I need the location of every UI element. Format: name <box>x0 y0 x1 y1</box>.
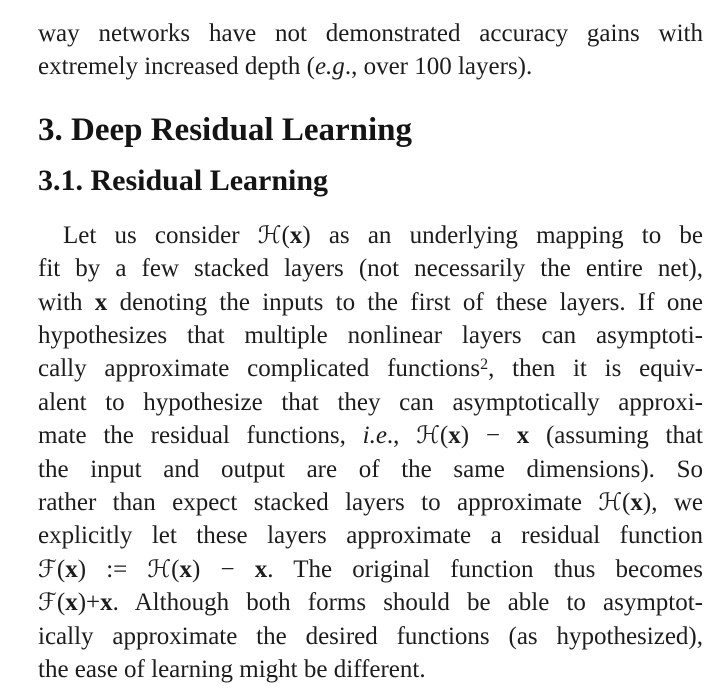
text-line <box>38 386 703 419</box>
text-segment: alent to hypothesize that they can asymptotically approxi- <box>38 388 703 416</box>
text-segment: ) − <box>191 555 255 583</box>
text-line <box>38 352 703 385</box>
text-segment: x <box>94 288 108 316</box>
text-line <box>38 453 703 486</box>
text-segment: x <box>630 489 643 517</box>
section-heading: 3. Deep Residual Learning <box>38 111 413 148</box>
text-segment: )+ <box>77 589 101 617</box>
text-segment: ) := <box>77 555 148 583</box>
text-segment: ( <box>439 422 449 450</box>
text-segment: x <box>179 555 192 583</box>
text-line <box>38 219 703 252</box>
text-segment: ., <box>386 422 417 450</box>
math-symbol: ℋ <box>598 488 623 517</box>
subsection-heading: 3.1. Residual Learning <box>38 163 329 197</box>
text-segment: ically approximate the desired functions (as hypothesized), <box>38 622 703 650</box>
text-segment: ) as an underlying mapping to be <box>302 221 704 249</box>
text-segment: hypothesizes that multiple nonlinear layers can asymptoti- <box>38 322 703 350</box>
math-symbol: ℋ <box>257 220 282 249</box>
text-segment: e.g <box>314 53 345 81</box>
intro-paragraph <box>38 17 703 84</box>
text-segment: x <box>516 422 530 450</box>
text-segment: the ease of learning might be different. <box>38 656 426 684</box>
text-line <box>38 419 703 452</box>
text-line <box>38 50 703 83</box>
text-segment: way networks have not demonstrated accuracy gains with <box>38 20 703 47</box>
text-segment: x <box>65 555 78 583</box>
text-segment: x <box>65 589 78 617</box>
text-segment: rather than expect stacked layers to approximate <box>38 489 599 517</box>
text-line <box>38 553 703 586</box>
math-symbol: ℋ <box>147 554 172 583</box>
text-segment: ( <box>281 221 290 249</box>
text-line <box>38 586 703 619</box>
text-segment: x <box>100 589 113 617</box>
superscript: 2 <box>480 356 489 374</box>
text-line <box>38 519 703 552</box>
text-segment: Let us consider <box>63 221 258 249</box>
text-segment: denoting the inputs to the first of these layers. If one <box>107 288 703 316</box>
text-line <box>38 620 703 653</box>
text-line <box>38 286 703 319</box>
text-segment: ( <box>622 489 631 517</box>
text-segment: ), we <box>642 489 703 517</box>
text-segment: explicitly let these layers approximate a residual function <box>38 522 703 550</box>
text-segment: x <box>448 422 461 450</box>
text-segment: mate the residual functions, <box>38 422 363 450</box>
text-segment: x <box>254 555 268 583</box>
math-symbol: ℱ <box>38 554 57 583</box>
text-line <box>38 486 703 519</box>
text-line <box>38 653 703 686</box>
text-segment: x <box>289 221 303 249</box>
math-symbol: ℋ <box>416 421 440 450</box>
text-segment: . The original function thus becomes <box>267 555 703 583</box>
text-segment: ., over 100 layers). <box>344 53 533 81</box>
body-paragraph <box>38 219 703 687</box>
text-segment: the input and output are of the same dimensions). So <box>38 455 703 483</box>
text-segment: ( <box>56 589 66 617</box>
text-segment: fit by a few stacked layers (not necessarily the entire net), <box>38 255 703 283</box>
text-segment: i.e <box>362 422 387 450</box>
text-segment: ) − <box>460 422 517 450</box>
math-symbol: ℱ <box>38 588 57 617</box>
text-segment: with <box>38 288 95 316</box>
text-line <box>38 319 703 352</box>
text-segment: , then it is equiv- <box>488 355 703 383</box>
text-line <box>38 17 703 50</box>
text-segment: extremely increased depth ( <box>38 53 315 81</box>
text-line <box>38 252 703 285</box>
text-segment: . Although both forms should be able to asymptot- <box>112 589 703 617</box>
text-segment: ( <box>171 555 180 583</box>
text-segment: ( <box>56 555 66 583</box>
text-segment: cally approximate complicated functions <box>38 355 481 383</box>
text-segment: (assuming that <box>529 422 703 450</box>
text-column <box>38 0 703 687</box>
